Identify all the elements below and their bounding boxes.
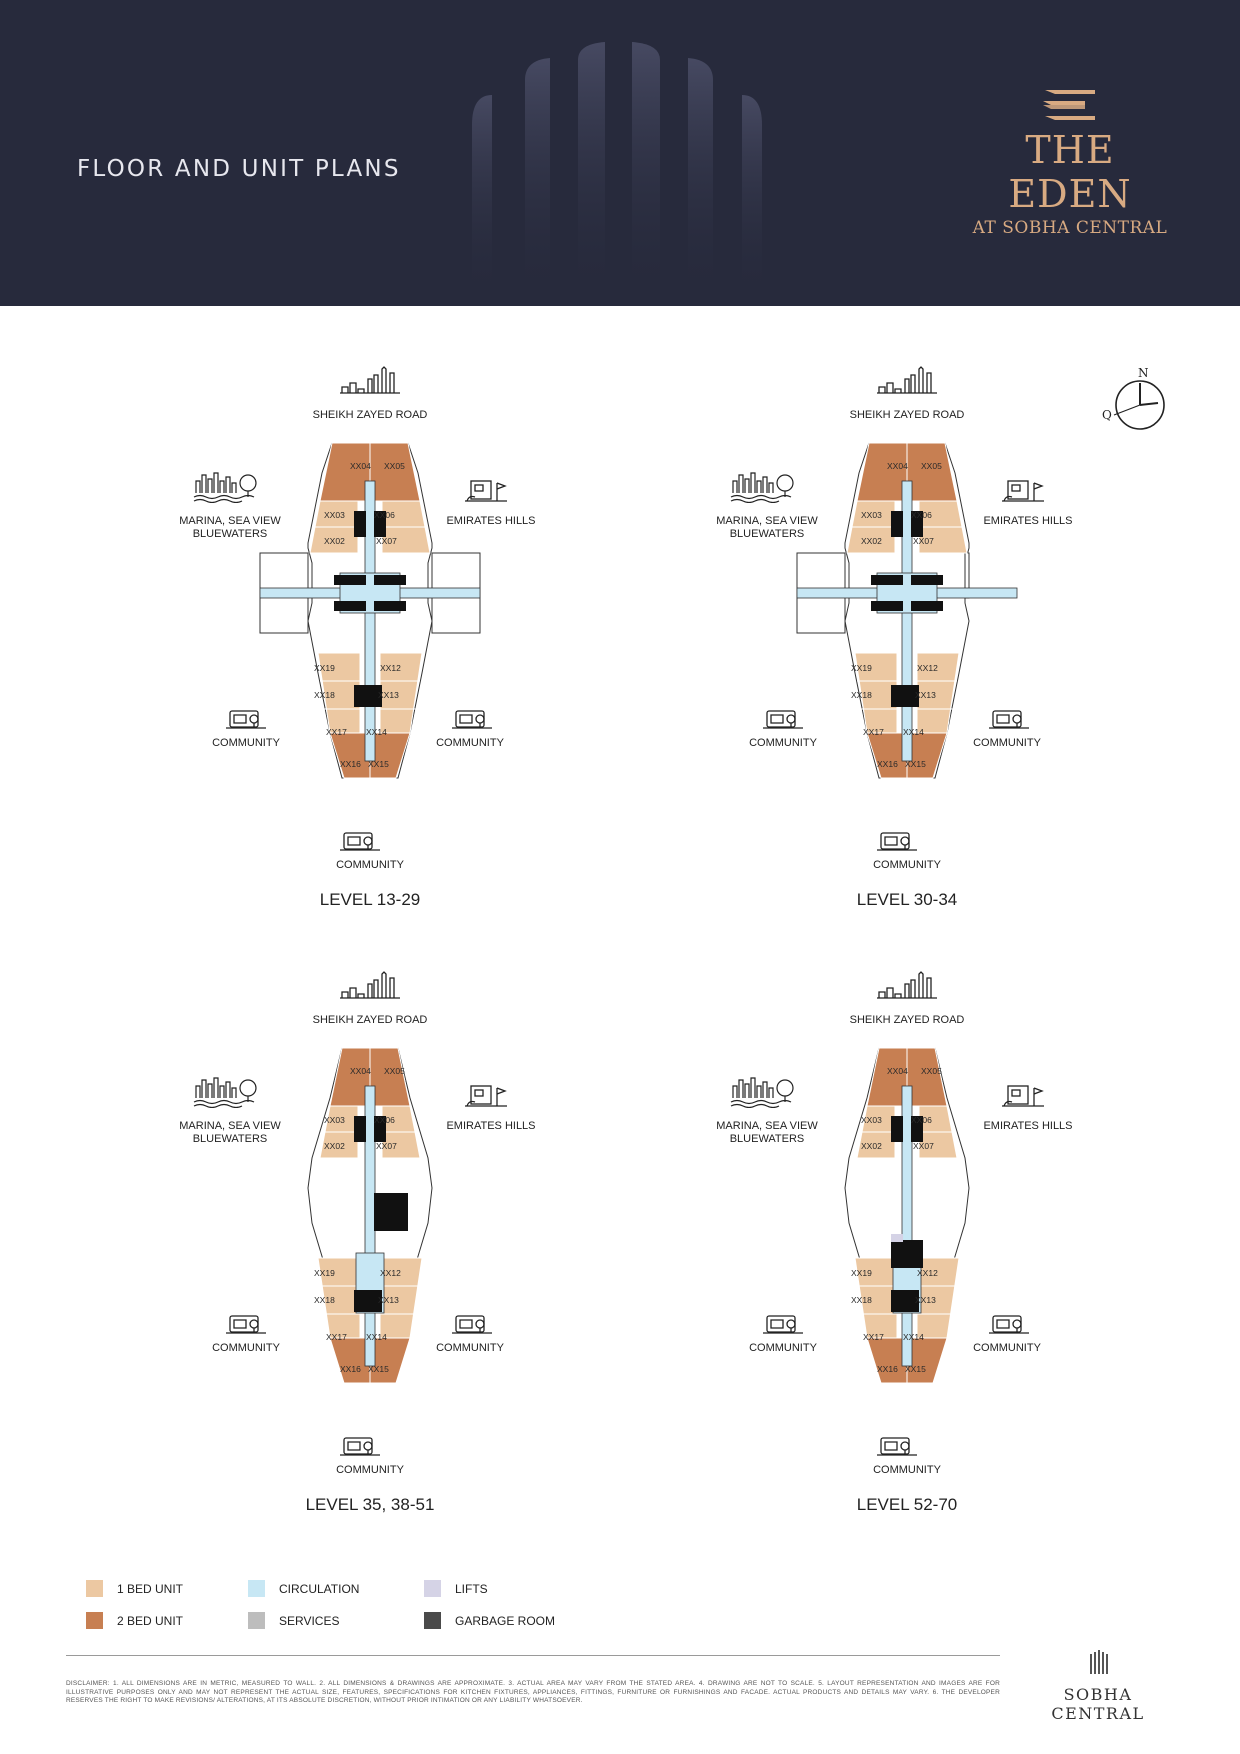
southeast-direction-label: COMMUNITY bbox=[973, 1342, 1041, 1354]
legend-swatch bbox=[424, 1612, 441, 1629]
east-direction-label: EMIRATES HILLS bbox=[446, 515, 536, 527]
unit-label: XX14 bbox=[903, 1332, 924, 1342]
floor-plan bbox=[716, 365, 1077, 925]
header-banner bbox=[0, 0, 1240, 306]
unit-label: XX16 bbox=[877, 759, 898, 769]
unit-label: XX12 bbox=[917, 663, 938, 673]
legend-swatch bbox=[86, 1580, 103, 1597]
legend-item-lifts: LIFTS bbox=[424, 1580, 488, 1597]
unit-label: XX03 bbox=[324, 1115, 345, 1125]
legend-swatch bbox=[86, 1612, 103, 1629]
unit-label: XX14 bbox=[903, 727, 924, 737]
east-direction-label: EMIRATES HILLS bbox=[983, 1120, 1073, 1132]
unit-label: XX13 bbox=[915, 690, 936, 700]
unit-label: XX15 bbox=[368, 1364, 389, 1374]
unit-label: XX05 bbox=[921, 461, 942, 471]
svg-text:N: N bbox=[1138, 366, 1149, 380]
level-label: LEVEL 30-34 bbox=[856, 890, 958, 909]
unit-label: XX16 bbox=[340, 759, 361, 769]
decorative-arches bbox=[470, 40, 780, 300]
unit-label: XX14 bbox=[366, 1332, 387, 1342]
unit-label: XX15 bbox=[905, 759, 926, 769]
brand-subtitle: AT SOBHA CENTRAL bbox=[972, 218, 1168, 238]
unit-label: XX17 bbox=[863, 727, 884, 737]
unit-label: XX04 bbox=[887, 461, 908, 471]
legend-item-2-bed: 2 BED UNIT bbox=[86, 1612, 183, 1629]
unit-label: XX13 bbox=[915, 1295, 936, 1305]
unit-label: XX19 bbox=[851, 663, 872, 673]
unit-label: XX13 bbox=[378, 1295, 399, 1305]
southwest-direction-label: COMMUNITY bbox=[749, 1342, 817, 1354]
unit-label: XX06 bbox=[374, 1115, 395, 1125]
unit-label: XX04 bbox=[887, 1066, 908, 1076]
unit-label: XX12 bbox=[917, 1268, 938, 1278]
north-direction-label: SHEIKH ZAYED ROAD bbox=[312, 1014, 428, 1026]
unit-label: XX03 bbox=[861, 1115, 882, 1125]
level-label: LEVEL 35, 38-51 bbox=[305, 1495, 435, 1514]
level-label: LEVEL 52-70 bbox=[856, 1495, 958, 1514]
unit-label: XX19 bbox=[851, 1268, 872, 1278]
unit-label: XX06 bbox=[911, 510, 932, 520]
brand-block bbox=[960, 88, 1180, 238]
unit-label: XX05 bbox=[384, 461, 405, 471]
legend-item-services: SERVICES bbox=[248, 1612, 339, 1629]
unit-label: XX18 bbox=[314, 1295, 335, 1305]
west-direction-label: MARINA, SEA VIEW bbox=[716, 1120, 818, 1132]
unit-label: XX15 bbox=[905, 1364, 926, 1374]
unit-label: XX07 bbox=[376, 536, 397, 546]
north-compass-icon bbox=[1100, 363, 1172, 435]
unit-label: XX18 bbox=[851, 1295, 872, 1305]
north-direction-label: SHEIKH ZAYED ROAD bbox=[312, 409, 428, 421]
southeast-direction-label: COMMUNITY bbox=[436, 737, 504, 749]
south-direction-label: COMMUNITY bbox=[336, 1464, 404, 1476]
brand-name: THE EDEN bbox=[1008, 128, 1132, 216]
floor-plan bbox=[179, 970, 540, 1530]
footer-divider bbox=[66, 1655, 1000, 1656]
southwest-direction-label: COMMUNITY bbox=[749, 737, 817, 749]
unit-label: XX15 bbox=[368, 759, 389, 769]
unit-label: XX17 bbox=[326, 1332, 347, 1342]
unit-label: XX16 bbox=[340, 1364, 361, 1374]
legend-item-1-bed: 1 BED UNIT bbox=[86, 1580, 183, 1597]
footer-brand bbox=[1018, 1650, 1178, 1723]
west-direction-label-2: BLUEWATERS bbox=[729, 528, 805, 540]
unit-label: XX02 bbox=[324, 1141, 345, 1151]
legend-swatch bbox=[424, 1580, 441, 1597]
legend-swatch bbox=[248, 1612, 265, 1629]
unit-label: XX17 bbox=[863, 1332, 884, 1342]
south-direction-label: COMMUNITY bbox=[336, 859, 404, 871]
unit-label: XX04 bbox=[350, 461, 371, 471]
footer-brand-name: SOBHA CENTRAL bbox=[1051, 1685, 1145, 1723]
unit-label: XX12 bbox=[380, 663, 401, 673]
east-direction-label: EMIRATES HILLS bbox=[446, 1120, 536, 1132]
unit-label: XX07 bbox=[913, 1141, 934, 1151]
unit-label: XX19 bbox=[314, 1268, 335, 1278]
unit-label: XX18 bbox=[314, 690, 335, 700]
north-direction-label: SHEIKH ZAYED ROAD bbox=[849, 1014, 965, 1026]
south-direction-label: COMMUNITY bbox=[873, 859, 941, 871]
unit-label: XX16 bbox=[877, 1364, 898, 1374]
unit-label: XX03 bbox=[324, 510, 345, 520]
floor-plan bbox=[179, 365, 540, 925]
page-title: FLOOR AND UNIT PLANS bbox=[77, 156, 401, 182]
unit-label: XX07 bbox=[376, 1141, 397, 1151]
southeast-direction-label: COMMUNITY bbox=[436, 1342, 504, 1354]
west-direction-label: MARINA, SEA VIEW bbox=[716, 515, 818, 527]
west-direction-label: MARINA, SEA VIEW bbox=[179, 515, 281, 527]
unit-label: XX02 bbox=[861, 1141, 882, 1151]
sobha-logo-icon bbox=[1088, 1650, 1108, 1676]
legend-item-garbage-room: GARBAGE ROOM bbox=[424, 1612, 555, 1629]
legend-swatch bbox=[248, 1580, 265, 1597]
svg-text:Q: Q bbox=[1102, 408, 1112, 422]
unit-label: XX14 bbox=[366, 727, 387, 737]
west-direction-label-2: BLUEWATERS bbox=[729, 1133, 805, 1145]
unit-label: XX07 bbox=[913, 536, 934, 546]
unit-label: XX12 bbox=[380, 1268, 401, 1278]
west-direction-label-2: BLUEWATERS bbox=[192, 528, 268, 540]
west-direction-label-2: BLUEWATERS bbox=[192, 1133, 268, 1145]
unit-label: XX13 bbox=[378, 690, 399, 700]
unit-label: XX06 bbox=[911, 1115, 932, 1125]
unit-label: XX17 bbox=[326, 727, 347, 737]
east-direction-label: EMIRATES HILLS bbox=[983, 515, 1073, 527]
unit-label: XX18 bbox=[851, 690, 872, 700]
level-label: LEVEL 13-29 bbox=[319, 890, 421, 909]
unit-label: XX02 bbox=[324, 536, 345, 546]
legend-item-circulation: CIRCULATION bbox=[248, 1580, 359, 1597]
unit-label: XX05 bbox=[921, 1066, 942, 1076]
south-direction-label: COMMUNITY bbox=[873, 1464, 941, 1476]
unit-label: XX19 bbox=[314, 663, 335, 673]
west-direction-label: MARINA, SEA VIEW bbox=[179, 1120, 281, 1132]
unit-label: XX05 bbox=[384, 1066, 405, 1076]
southeast-direction-label: COMMUNITY bbox=[973, 737, 1041, 749]
unit-label: XX04 bbox=[350, 1066, 371, 1076]
disclaimer-text: DISCLAIMER: 1. ALL DIMENSIONS ARE IN METRIC, MEASURED TO WALL. 2. ALL DIMENSIONS & DRAWINGS ARE APPROXIMATE. 3. ACTUAL AREA MAY VARY FROM THE STATED AREA. 4. DRAWING ARE NOT TO SCALE. 5. LAYOUT REPRESENTATION AND IMAGES ARE FOR ILLUSTRATIVE PURPOSES ONLY AND MAY NOT REPRESENT THE ACTUAL SIZE, FEATURES, SPECIFICATIONS FOR KITCHEN FIXTURES, APPLIANCES, FITTINGS, FURNITURE OR FURNISHINGS AND FACADE. ACTUAL PRODUCTS AND DETAILS MAY VARY. 6. THE DEVELOPER RESERVES THE RIGHT TO MAKE REVISIONS/ ALTERATIONS, AT ITS ABSOLUTE DISCRETION, WITHOUT PRIOR INTIMATION OR ANY LIABILITY WHATSOEVER. bbox=[66, 1680, 1000, 1704]
eden-logo-icon bbox=[1041, 88, 1099, 122]
unit-label: XX06 bbox=[374, 510, 395, 520]
southwest-direction-label: COMMUNITY bbox=[212, 1342, 280, 1354]
floor-plan bbox=[716, 970, 1077, 1530]
southwest-direction-label: COMMUNITY bbox=[212, 737, 280, 749]
legend bbox=[86, 1580, 686, 1650]
unit-label: XX02 bbox=[861, 536, 882, 546]
north-direction-label: SHEIKH ZAYED ROAD bbox=[849, 409, 965, 421]
unit-label: XX03 bbox=[861, 510, 882, 520]
